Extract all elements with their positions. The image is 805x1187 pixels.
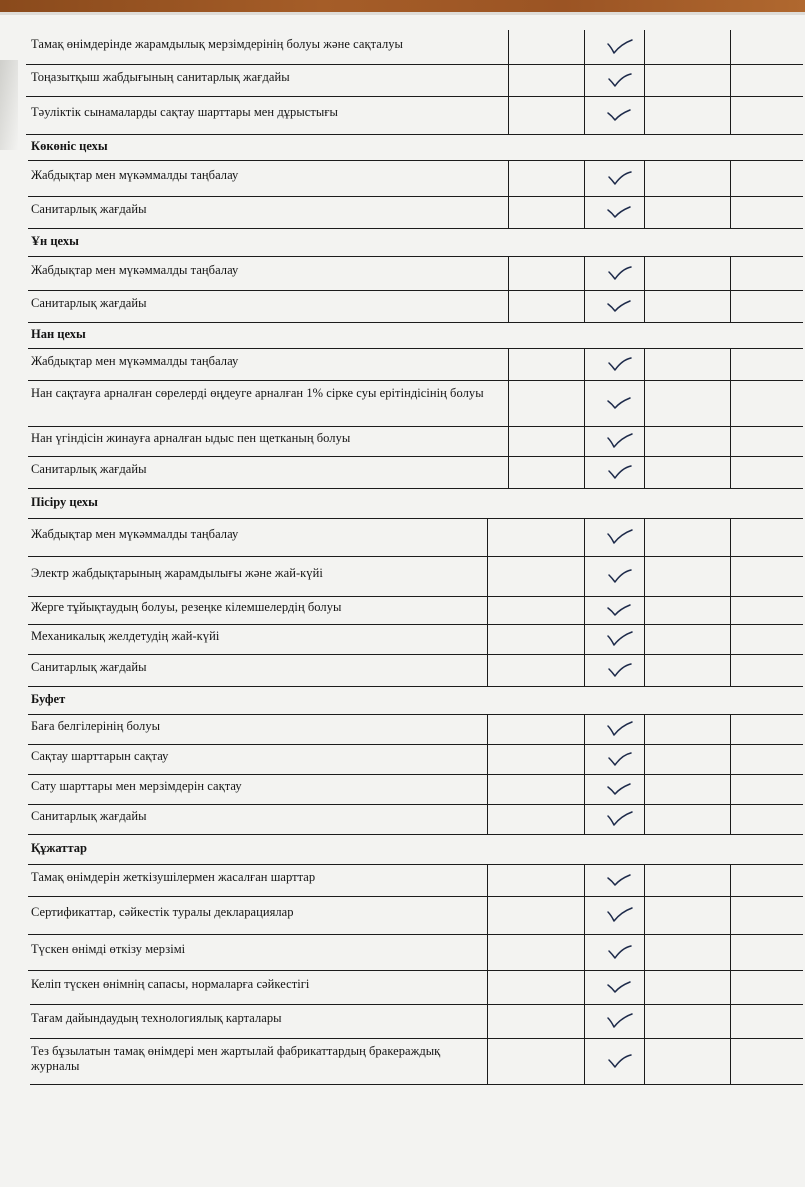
row-border-line bbox=[26, 64, 803, 65]
table-column-divider bbox=[730, 348, 731, 380]
checkmark-icon bbox=[606, 463, 634, 481]
table-column-divider bbox=[730, 290, 731, 322]
table-column-divider bbox=[644, 256, 645, 290]
row-border-line bbox=[28, 864, 803, 865]
checkmark-icon bbox=[606, 1052, 634, 1070]
checklist-item-label: Санитарлық жағдайы bbox=[31, 660, 147, 674]
row-border-line bbox=[28, 518, 803, 519]
checklist-item-label: Санитарлық жағдайы bbox=[31, 462, 147, 476]
table-column-divider bbox=[644, 896, 645, 934]
checklist-item-label: Жерге тұйықтаудың болуы, резеңке кілемшелердің болуы bbox=[31, 600, 342, 614]
table-column-divider bbox=[730, 456, 731, 488]
table-column-divider bbox=[584, 160, 585, 196]
table-column-divider bbox=[508, 196, 509, 228]
section-heading: Пісіру цехы bbox=[31, 495, 98, 509]
table-column-divider bbox=[487, 518, 488, 556]
table-column-divider bbox=[584, 556, 585, 596]
table-column-divider bbox=[730, 714, 731, 744]
table-column-divider bbox=[730, 1004, 731, 1038]
checkmark-icon bbox=[606, 601, 634, 619]
table-column-divider bbox=[730, 64, 731, 96]
row-border-line bbox=[28, 256, 803, 257]
table-column-divider bbox=[508, 256, 509, 290]
checklist-item-label: Жабдықтар мен мүкәммалды таңбалау bbox=[31, 527, 239, 541]
table-column-divider bbox=[644, 864, 645, 896]
table-column-divider bbox=[487, 714, 488, 744]
table-column-divider bbox=[584, 774, 585, 804]
checkmark-icon bbox=[606, 978, 634, 996]
row-border-line bbox=[28, 714, 803, 715]
row-border-line bbox=[28, 160, 803, 161]
table-column-divider bbox=[730, 518, 731, 556]
checklist-item-label: Тәуліктік сынамаларды сақтау шарттары мен дұрыстығы bbox=[31, 105, 338, 119]
table-column-divider bbox=[644, 556, 645, 596]
row-border-line bbox=[28, 322, 803, 323]
table-column-divider bbox=[584, 970, 585, 1004]
table-column-divider bbox=[730, 970, 731, 1004]
section-heading: Буфет bbox=[31, 692, 66, 706]
table-column-divider bbox=[584, 934, 585, 970]
table-column-divider bbox=[584, 196, 585, 228]
row-border-line bbox=[28, 834, 803, 835]
table-column-divider bbox=[584, 256, 585, 290]
table-column-divider bbox=[730, 196, 731, 228]
checklist-item-label: Санитарлық жағдайы bbox=[31, 202, 147, 216]
checklist-item-label: Жабдықтар мен мүкәммалды таңбалау bbox=[31, 354, 239, 368]
checklist-item-label: Сақтау шарттарын сақтау bbox=[31, 749, 169, 763]
checklist-item-label: Механикалық желдетудің жай-күйі bbox=[31, 629, 220, 643]
table-column-divider bbox=[584, 380, 585, 426]
table-column-divider bbox=[730, 744, 731, 774]
table-column-divider bbox=[584, 804, 585, 834]
table-column-divider bbox=[508, 30, 509, 64]
checklist-item-label: Электр жабдықтарының жарамдылығы және жай-күйі bbox=[31, 566, 323, 580]
table-column-divider bbox=[644, 456, 645, 488]
table-column-divider bbox=[644, 934, 645, 970]
table-column-divider bbox=[644, 596, 645, 624]
row-border-line bbox=[28, 380, 803, 381]
table-column-divider bbox=[584, 96, 585, 134]
table-column-divider bbox=[644, 380, 645, 426]
table-column-divider bbox=[730, 864, 731, 896]
row-border-line bbox=[28, 970, 803, 971]
checkmark-icon bbox=[606, 750, 634, 768]
checkmark-icon bbox=[606, 528, 634, 546]
checklist-item-label: Келіп түскен өнімнің сапасы, нормаларға сәйкестігі bbox=[31, 977, 310, 991]
table-column-divider bbox=[644, 714, 645, 744]
table-column-divider bbox=[508, 380, 509, 426]
table-column-divider bbox=[644, 1038, 645, 1084]
table-column-divider bbox=[730, 596, 731, 624]
row-border-line bbox=[28, 228, 803, 229]
table-column-divider bbox=[584, 654, 585, 686]
row-border-line bbox=[28, 804, 803, 805]
table-column-divider bbox=[644, 64, 645, 96]
table-column-divider bbox=[730, 556, 731, 596]
checklist-item-label: Сату шарттары мен мерзімдерін сақтау bbox=[31, 779, 242, 793]
table-column-divider bbox=[584, 30, 585, 64]
table-column-divider bbox=[508, 290, 509, 322]
checkmark-icon bbox=[606, 169, 634, 187]
table-column-divider bbox=[487, 1004, 488, 1038]
checkmark-icon bbox=[606, 355, 634, 373]
checklist-item-label: Жабдықтар мен мүкәммалды таңбалау bbox=[31, 263, 239, 277]
table-column-divider bbox=[644, 774, 645, 804]
checkmark-icon bbox=[606, 432, 634, 450]
table-column-divider bbox=[584, 1038, 585, 1084]
checkmark-icon bbox=[606, 38, 634, 56]
table-column-divider bbox=[730, 30, 731, 64]
row-border-line bbox=[26, 134, 803, 135]
table-column-divider bbox=[584, 744, 585, 774]
checklist-item-label: Тамақ өнімдерін жеткізушілермен жасалған шарттар bbox=[31, 870, 316, 884]
checkmark-icon bbox=[606, 630, 634, 648]
table-column-divider bbox=[584, 426, 585, 456]
row-border-line bbox=[30, 1038, 803, 1039]
row-border-line bbox=[28, 290, 803, 291]
table-column-divider bbox=[644, 348, 645, 380]
section-heading: Нан цехы bbox=[31, 327, 86, 341]
checkmark-icon bbox=[606, 264, 634, 282]
checklist-item-label: Санитарлық жағдайы bbox=[31, 296, 147, 310]
table-column-divider bbox=[584, 864, 585, 896]
row-border-line bbox=[30, 1084, 803, 1085]
checklist-item-label: Тағам дайындаудың технологиялық карталары bbox=[31, 1011, 282, 1025]
checkmark-icon bbox=[606, 906, 634, 924]
checkmark-icon bbox=[606, 203, 634, 221]
table-column-divider bbox=[730, 654, 731, 686]
checkmark-icon bbox=[606, 297, 634, 315]
row-border-line bbox=[28, 488, 803, 489]
table-column-divider bbox=[487, 774, 488, 804]
checklist-item-label: Тоңазытқыш жабдығының санитарлық жағдайы bbox=[31, 70, 290, 84]
checklist-item-label: Санитарлық жағдайы bbox=[31, 809, 147, 823]
table-column-divider bbox=[730, 426, 731, 456]
row-border-line bbox=[28, 556, 803, 557]
table-column-divider bbox=[644, 624, 645, 654]
table-column-divider bbox=[730, 774, 731, 804]
row-border-line bbox=[28, 686, 803, 687]
table-column-divider bbox=[487, 970, 488, 1004]
table-column-divider bbox=[584, 64, 585, 96]
table-column-divider bbox=[584, 896, 585, 934]
row-border-line bbox=[30, 1004, 803, 1005]
checklist-item-label: Сертификаттар, сәйкестік туралы декларациялар bbox=[31, 905, 294, 919]
checklist-item-label: Баға белгілерінің болуы bbox=[31, 719, 161, 733]
table-column-divider bbox=[487, 896, 488, 934]
row-border-line bbox=[28, 654, 803, 655]
table-column-divider bbox=[584, 348, 585, 380]
table-column-divider bbox=[644, 196, 645, 228]
table-column-divider bbox=[644, 96, 645, 134]
row-border-line bbox=[28, 896, 803, 897]
table-column-divider bbox=[644, 1004, 645, 1038]
table-column-divider bbox=[487, 596, 488, 624]
checkmark-icon bbox=[606, 661, 634, 679]
table-column-divider bbox=[644, 518, 645, 556]
checklist-item-label: Нан сақтауға арналған сөрелерді өңдеуге арналған 1% сірке суы ерітіндісінің болуы bbox=[31, 386, 484, 400]
checklist-item-label: Нан үгіндісін жинауға арналған ыдыс пен щетканың болуы bbox=[31, 431, 351, 445]
row-border-line bbox=[28, 456, 803, 457]
table-column-divider bbox=[730, 804, 731, 834]
table-column-divider bbox=[584, 518, 585, 556]
table-column-divider bbox=[584, 596, 585, 624]
table-column-divider bbox=[584, 290, 585, 322]
table-column-divider bbox=[644, 654, 645, 686]
section-heading: Құжаттар bbox=[31, 841, 87, 855]
table-column-divider bbox=[644, 970, 645, 1004]
row-border-line bbox=[28, 744, 803, 745]
table-column-divider bbox=[508, 426, 509, 456]
table-column-divider bbox=[487, 624, 488, 654]
table-column-divider bbox=[730, 380, 731, 426]
checkmark-icon bbox=[606, 943, 634, 961]
table-column-divider bbox=[730, 96, 731, 134]
table-column-divider bbox=[730, 896, 731, 934]
table-column-divider bbox=[487, 654, 488, 686]
section-heading: Ұн цехы bbox=[31, 234, 79, 248]
section-heading: Көкөніс цехы bbox=[31, 139, 108, 153]
table-column-divider bbox=[508, 64, 509, 96]
table-column-divider bbox=[487, 864, 488, 896]
row-border-line bbox=[28, 426, 803, 427]
table-column-divider bbox=[487, 934, 488, 970]
table-column-divider bbox=[487, 556, 488, 596]
table-column-divider bbox=[487, 804, 488, 834]
table-column-divider bbox=[644, 804, 645, 834]
table-column-divider bbox=[644, 290, 645, 322]
row-border-line bbox=[28, 348, 803, 349]
table-column-divider bbox=[508, 96, 509, 134]
table-column-divider bbox=[730, 624, 731, 654]
row-border-line bbox=[26, 96, 803, 97]
row-border-line bbox=[28, 196, 803, 197]
checkmark-icon bbox=[606, 106, 634, 124]
table-column-divider bbox=[730, 256, 731, 290]
checkmark-icon bbox=[606, 810, 634, 828]
table-column-divider bbox=[584, 456, 585, 488]
table-column-divider bbox=[730, 934, 731, 970]
row-border-line bbox=[28, 934, 803, 935]
checkmark-icon bbox=[606, 871, 634, 889]
checkmark-icon bbox=[606, 394, 634, 412]
checkmark-icon bbox=[606, 720, 634, 738]
checklist-item-label: Тез бұзылатын тамақ өнімдері мен жартылай фабрикаттардың бракераждық журналы bbox=[31, 1044, 441, 1073]
checklist-item-label: Тамақ өнімдерінде жарамдылық мерзімдерінің болуы және сақталуы bbox=[31, 37, 403, 51]
table-column-divider bbox=[644, 160, 645, 196]
table-column-divider bbox=[730, 160, 731, 196]
checkmark-icon bbox=[606, 71, 634, 89]
table-column-divider bbox=[730, 1038, 731, 1084]
table-column-divider bbox=[644, 30, 645, 64]
row-border-line bbox=[28, 624, 803, 625]
table-column-divider bbox=[644, 744, 645, 774]
table-column-divider bbox=[584, 1004, 585, 1038]
table-column-divider bbox=[508, 456, 509, 488]
checklist-item-label: Түскен өнімді өткізу мерзімі bbox=[31, 942, 186, 956]
table-column-divider bbox=[487, 1038, 488, 1084]
table-column-divider bbox=[584, 714, 585, 744]
table-column-divider bbox=[644, 426, 645, 456]
table-column-divider bbox=[508, 348, 509, 380]
row-border-line bbox=[28, 596, 803, 597]
table-column-divider bbox=[584, 624, 585, 654]
checkmark-icon bbox=[606, 1012, 634, 1030]
table-column-divider bbox=[487, 744, 488, 774]
row-border-line bbox=[28, 774, 803, 775]
checkmark-icon bbox=[606, 780, 634, 798]
checkmark-icon bbox=[606, 567, 634, 585]
checklist-item-label: Жабдықтар мен мүкәммалды таңбалау bbox=[31, 168, 239, 182]
table-column-divider bbox=[508, 160, 509, 196]
